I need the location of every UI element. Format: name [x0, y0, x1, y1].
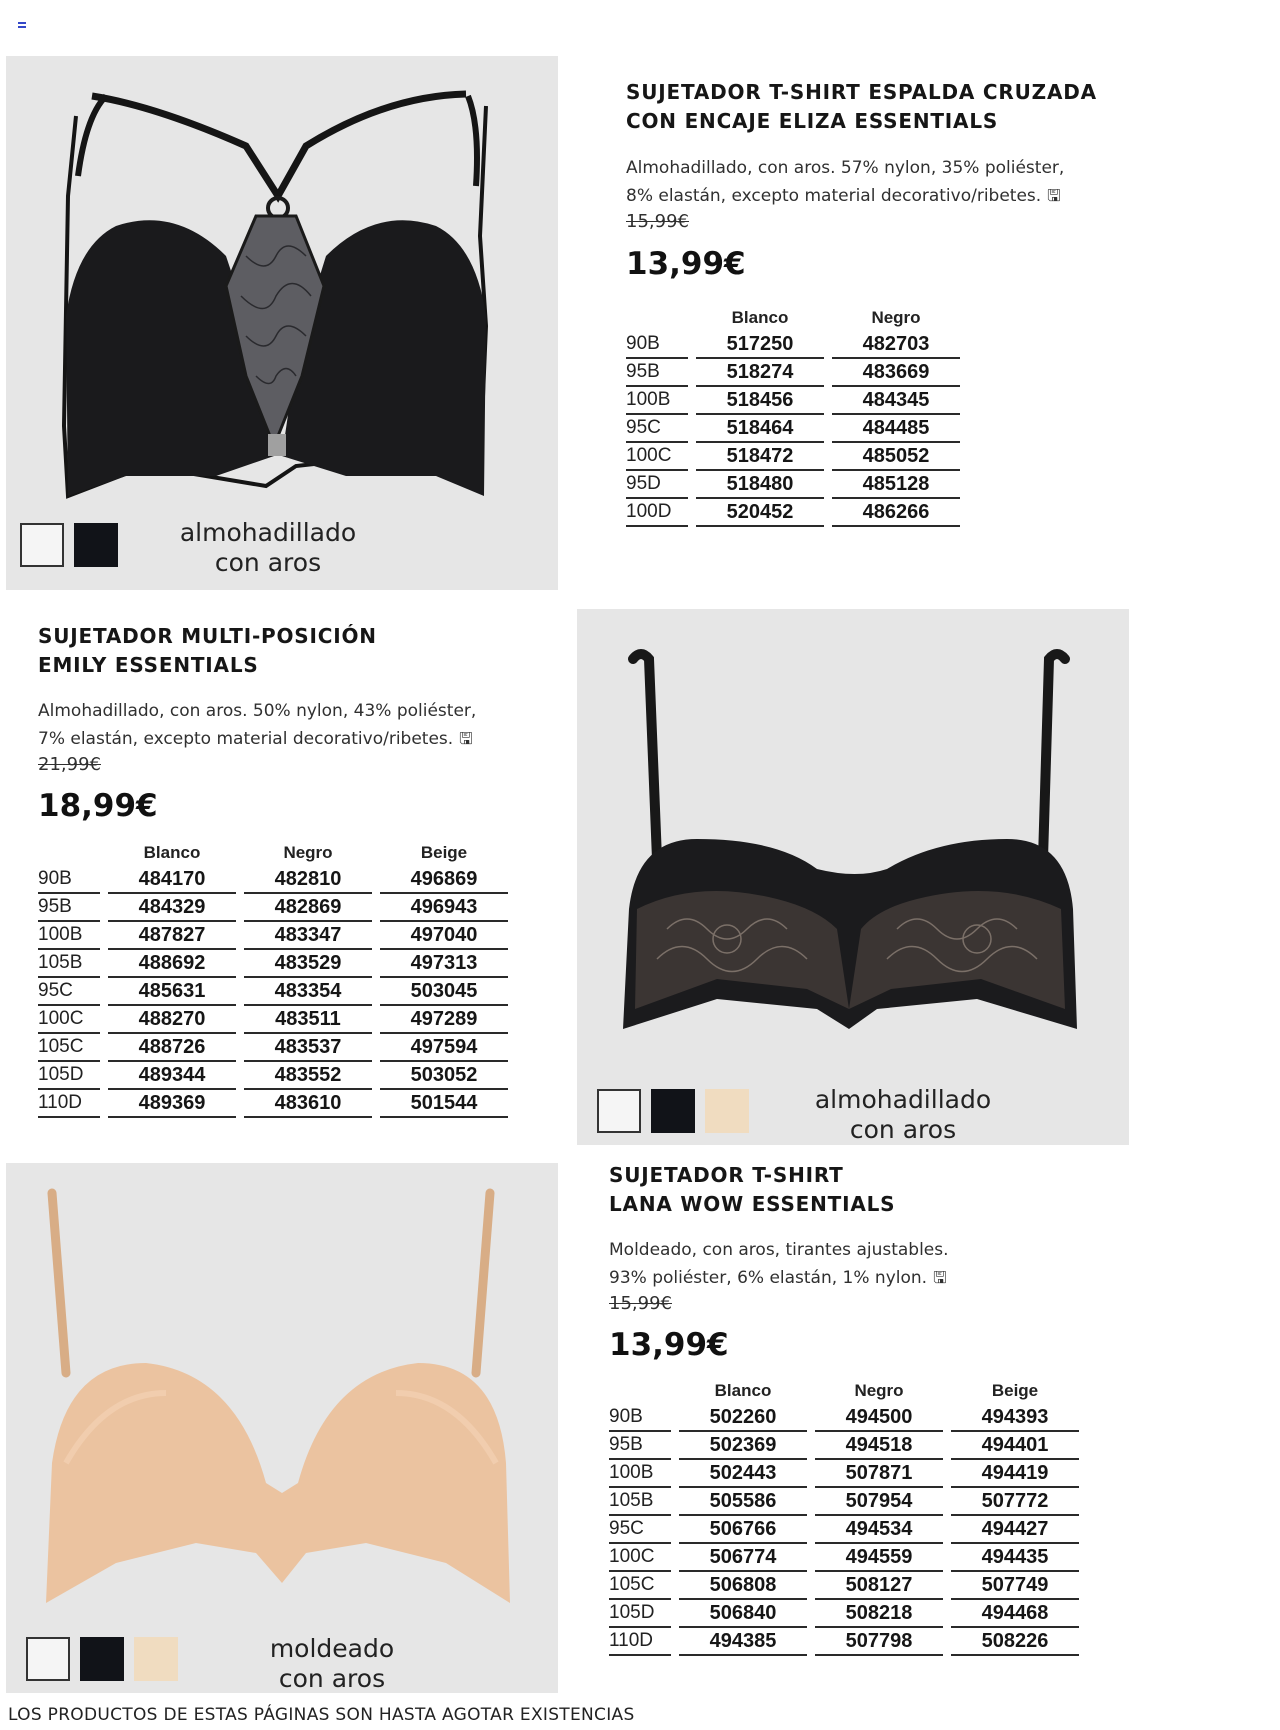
- size-cell: 95B: [38, 894, 100, 922]
- article-code-cell: 507749: [951, 1572, 1079, 1600]
- article-code-cell: 488692: [108, 950, 236, 978]
- article-code-cell: 517250: [696, 331, 824, 359]
- photo-caption: [158, 518, 378, 578]
- article-code-cell: 489344: [108, 1062, 236, 1090]
- price: 18,99€: [38, 788, 158, 824]
- size-cell: 105D: [609, 1600, 671, 1628]
- article-code-cell: 506840: [679, 1600, 807, 1628]
- wash-care-icon: 🖫: [459, 729, 473, 748]
- article-code-cell: 518464: [696, 415, 824, 443]
- article-code-cell: 505586: [679, 1488, 807, 1516]
- header-blank: [626, 305, 688, 331]
- caption-line2: con aros: [214, 548, 322, 577]
- article-code-cell: 488726: [108, 1034, 236, 1062]
- article-code-cell: 506808: [679, 1572, 807, 1600]
- article-code-cell: 494435: [951, 1544, 1079, 1572]
- color-header: Negro: [854, 1381, 904, 1400]
- article-code-cell: 494427: [951, 1516, 1079, 1544]
- swatch-white[interactable]: [20, 523, 64, 567]
- article-code-cell: 507871: [815, 1460, 943, 1488]
- color-header: Negro: [871, 308, 921, 327]
- size-cell: 90B: [626, 331, 688, 359]
- title-line2: LANA WOW ESSENTIALS: [609, 1192, 896, 1216]
- product-title: [38, 622, 377, 680]
- article-code-cell: 507772: [951, 1488, 1079, 1516]
- size-cell: 105B: [609, 1488, 671, 1516]
- old-price: 15,99€: [609, 1293, 672, 1314]
- caption-line2: con aros: [849, 1115, 957, 1144]
- article-code-cell: 497313: [380, 950, 508, 978]
- size-cell: 95C: [609, 1516, 671, 1544]
- article-code-cell: 487827: [108, 922, 236, 950]
- table-row: [38, 1062, 508, 1090]
- swatch-white[interactable]: [597, 1089, 641, 1133]
- size-cell: 100B: [609, 1460, 671, 1488]
- article-code-cell: 494419: [951, 1460, 1079, 1488]
- header-blank: [38, 840, 100, 866]
- size-cell: 95B: [626, 359, 688, 387]
- table-row: [609, 1488, 1079, 1516]
- article-code-cell: 508127: [815, 1572, 943, 1600]
- title-line1: SUJETADOR T-SHIRT ESPALDA CRUZADA: [626, 80, 1097, 104]
- article-code-cell: 484345: [832, 387, 960, 415]
- table-row: [626, 415, 960, 443]
- product-title: [626, 78, 1097, 136]
- table-header: [38, 840, 508, 866]
- footer-disclaimer: LOS PRODUCTOS DE ESTAS PÁGINAS SON HASTA AGOTAR EXISTENCIAS: [8, 1705, 635, 1725]
- article-code-cell: 483354: [244, 978, 372, 1006]
- size-cell: 90B: [38, 866, 100, 894]
- swatch-beige[interactable]: [705, 1089, 749, 1133]
- article-code-cell: 503045: [380, 978, 508, 1006]
- table-row: [609, 1600, 1079, 1628]
- article-code-cell: 502369: [679, 1432, 807, 1460]
- article-code-cell: 483511: [244, 1006, 372, 1034]
- swatch-white[interactable]: [26, 1637, 70, 1681]
- article-code-cell: 518472: [696, 443, 824, 471]
- article-code-cell: 485631: [108, 978, 236, 1006]
- article-code-cell: 494518: [815, 1432, 943, 1460]
- caption-line1: almohadillado: [814, 1085, 992, 1114]
- article-code-cell: 494468: [951, 1600, 1079, 1628]
- table-row: [626, 331, 960, 359]
- product-title: [609, 1161, 895, 1219]
- article-code-cell: 501544: [380, 1090, 508, 1118]
- product-description: [38, 697, 476, 753]
- article-code-cell: 518274: [696, 359, 824, 387]
- article-code-cell: 482703: [832, 331, 960, 359]
- article-code-cell: 484485: [832, 415, 960, 443]
- product-description: [609, 1236, 949, 1292]
- swatch-black[interactable]: [80, 1637, 124, 1681]
- table-row: [609, 1516, 1079, 1544]
- color-header: Negro: [283, 843, 333, 862]
- price: 13,99€: [609, 1327, 729, 1363]
- size-cell: 110D: [609, 1628, 671, 1656]
- title-line2: EMILY ESSENTIALS: [38, 653, 259, 677]
- table-row: [38, 922, 508, 950]
- article-code-cell: 494385: [679, 1628, 807, 1656]
- article-code-cell: 485128: [832, 471, 960, 499]
- product-description: [626, 154, 1064, 210]
- article-code-cell: 489369: [108, 1090, 236, 1118]
- old-price: 21,99€: [38, 754, 101, 775]
- color-header: Blanco: [731, 308, 789, 327]
- old-price: 15,99€: [626, 211, 689, 232]
- title-line1: SUJETADOR MULTI-POSICIÓN: [38, 624, 377, 648]
- table-row: [38, 866, 508, 894]
- desc-line1: Moldeado, con aros, tirantes ajustables.: [609, 1240, 949, 1260]
- bra-lana-illustration: [6, 1163, 558, 1693]
- article-code-cell: 494559: [815, 1544, 943, 1572]
- table-header: [609, 1378, 1079, 1404]
- size-cell: 95D: [626, 471, 688, 499]
- article-code-cell: 482869: [244, 894, 372, 922]
- header-blank: [609, 1378, 671, 1404]
- article-code-cell: 507954: [815, 1488, 943, 1516]
- article-code-cell: 494534: [815, 1516, 943, 1544]
- desc-line2: 93% poliéster, 6% elastán, 1% nylon.: [609, 1268, 928, 1288]
- size-cell: 110D: [38, 1090, 100, 1118]
- size-cell: 100C: [38, 1006, 100, 1034]
- article-code-cell: 506774: [679, 1544, 807, 1572]
- size-cell: 100B: [38, 922, 100, 950]
- article-code-cell: 508218: [815, 1600, 943, 1628]
- size-cell: 100B: [626, 387, 688, 415]
- table-row: [626, 499, 960, 527]
- desc-line2: 7% elastán, excepto material decorativo/ribetes.: [38, 729, 454, 749]
- size-cell: 105C: [609, 1572, 671, 1600]
- article-code-cell: 494393: [951, 1404, 1079, 1432]
- table-row: [38, 1034, 508, 1062]
- caption-line1: moldeado: [269, 1634, 395, 1663]
- size-cell: 105C: [38, 1034, 100, 1062]
- table-row: [626, 471, 960, 499]
- table-row: [38, 1006, 508, 1034]
- article-code-cell: 486266: [832, 499, 960, 527]
- article-code-cell: 497594: [380, 1034, 508, 1062]
- size-cell: 105D: [38, 1062, 100, 1090]
- article-code-cell: 483552: [244, 1062, 372, 1090]
- article-code-cell: 508226: [951, 1628, 1079, 1656]
- article-code-cell: 520452: [696, 499, 824, 527]
- desc-line1: Almohadillado, con aros. 57% nylon, 35% poliéster,: [626, 158, 1065, 178]
- size-cell: 100D: [626, 499, 688, 527]
- size-code-table: [601, 1378, 1087, 1656]
- size-cell: 100C: [609, 1544, 671, 1572]
- color-header: Beige: [991, 1381, 1039, 1400]
- article-code-cell: 502443: [679, 1460, 807, 1488]
- table-row: [626, 443, 960, 471]
- product-photo-emily: [577, 609, 1129, 1145]
- article-code-cell: 482810: [244, 866, 372, 894]
- article-code-cell: 494500: [815, 1404, 943, 1432]
- article-code-cell: 503052: [380, 1062, 508, 1090]
- table-row: [609, 1404, 1079, 1432]
- article-code-cell: 506766: [679, 1516, 807, 1544]
- table-row: [38, 894, 508, 922]
- size-code-table: [30, 840, 516, 1118]
- bra-emily-illustration: [577, 609, 1129, 1145]
- desc-line2: 8% elastán, excepto material decorativo/ribetes.: [626, 186, 1042, 206]
- wash-care-icon: 🖫: [933, 1268, 947, 1287]
- size-cell: 95C: [626, 415, 688, 443]
- product-photo-eliza: [6, 56, 558, 590]
- article-code-cell: 483347: [244, 922, 372, 950]
- table-row: [609, 1628, 1079, 1656]
- article-code-cell: 496869: [380, 866, 508, 894]
- wash-care-icon: 🖫: [1047, 186, 1061, 205]
- article-code-cell: 496943: [380, 894, 508, 922]
- menu-icon[interactable]: [18, 20, 26, 30]
- swatch-black[interactable]: [651, 1089, 695, 1133]
- article-code-cell: 488270: [108, 1006, 236, 1034]
- table-row: [609, 1544, 1079, 1572]
- color-header: Blanco: [714, 1381, 772, 1400]
- article-code-cell: 494401: [951, 1432, 1079, 1460]
- swatch-black[interactable]: [74, 523, 118, 567]
- photo-caption: [793, 1085, 1013, 1145]
- article-code-cell: 497289: [380, 1006, 508, 1034]
- article-code-cell: 484329: [108, 894, 236, 922]
- article-code-cell: 483610: [244, 1090, 372, 1118]
- desc-line1: Almohadillado, con aros. 50% nylon, 43% poliéster,: [38, 701, 477, 721]
- article-code-cell: 483537: [244, 1034, 372, 1062]
- article-code-cell: 497040: [380, 922, 508, 950]
- table-row: [38, 978, 508, 1006]
- size-cell: 95B: [609, 1432, 671, 1460]
- size-cell: 105B: [38, 950, 100, 978]
- table-row: [609, 1432, 1079, 1460]
- title-line2: CON ENCAJE ELIZA ESSENTIALS: [626, 109, 999, 133]
- color-header: Blanco: [143, 843, 201, 862]
- table-row: [626, 359, 960, 387]
- bra-eliza-illustration: [6, 56, 558, 590]
- article-code-cell: 518456: [696, 387, 824, 415]
- caption-line1: almohadillado: [179, 518, 357, 547]
- table-row: [609, 1460, 1079, 1488]
- article-code-cell: 483669: [832, 359, 960, 387]
- table-row: [609, 1572, 1079, 1600]
- article-code-cell: 483529: [244, 950, 372, 978]
- article-code-cell: 507798: [815, 1628, 943, 1656]
- size-cell: 100C: [626, 443, 688, 471]
- size-code-table: [618, 305, 968, 527]
- article-code-cell: 518480: [696, 471, 824, 499]
- color-header: Beige: [420, 843, 468, 862]
- article-code-cell: 484170: [108, 866, 236, 894]
- table-header: [626, 305, 960, 331]
- title-line1: SUJETADOR T-SHIRT: [609, 1163, 844, 1187]
- caption-line2: con aros: [278, 1664, 386, 1693]
- article-code-cell: 502260: [679, 1404, 807, 1432]
- size-cell: 95C: [38, 978, 100, 1006]
- article-code-cell: 485052: [832, 443, 960, 471]
- table-row: [626, 387, 960, 415]
- size-cell: 90B: [609, 1404, 671, 1432]
- table-row: [38, 950, 508, 978]
- product-photo-lana: [6, 1163, 558, 1693]
- photo-caption: [222, 1634, 442, 1694]
- price: 13,99€: [626, 246, 746, 282]
- swatch-beige[interactable]: [134, 1637, 178, 1681]
- table-row: [38, 1090, 508, 1118]
